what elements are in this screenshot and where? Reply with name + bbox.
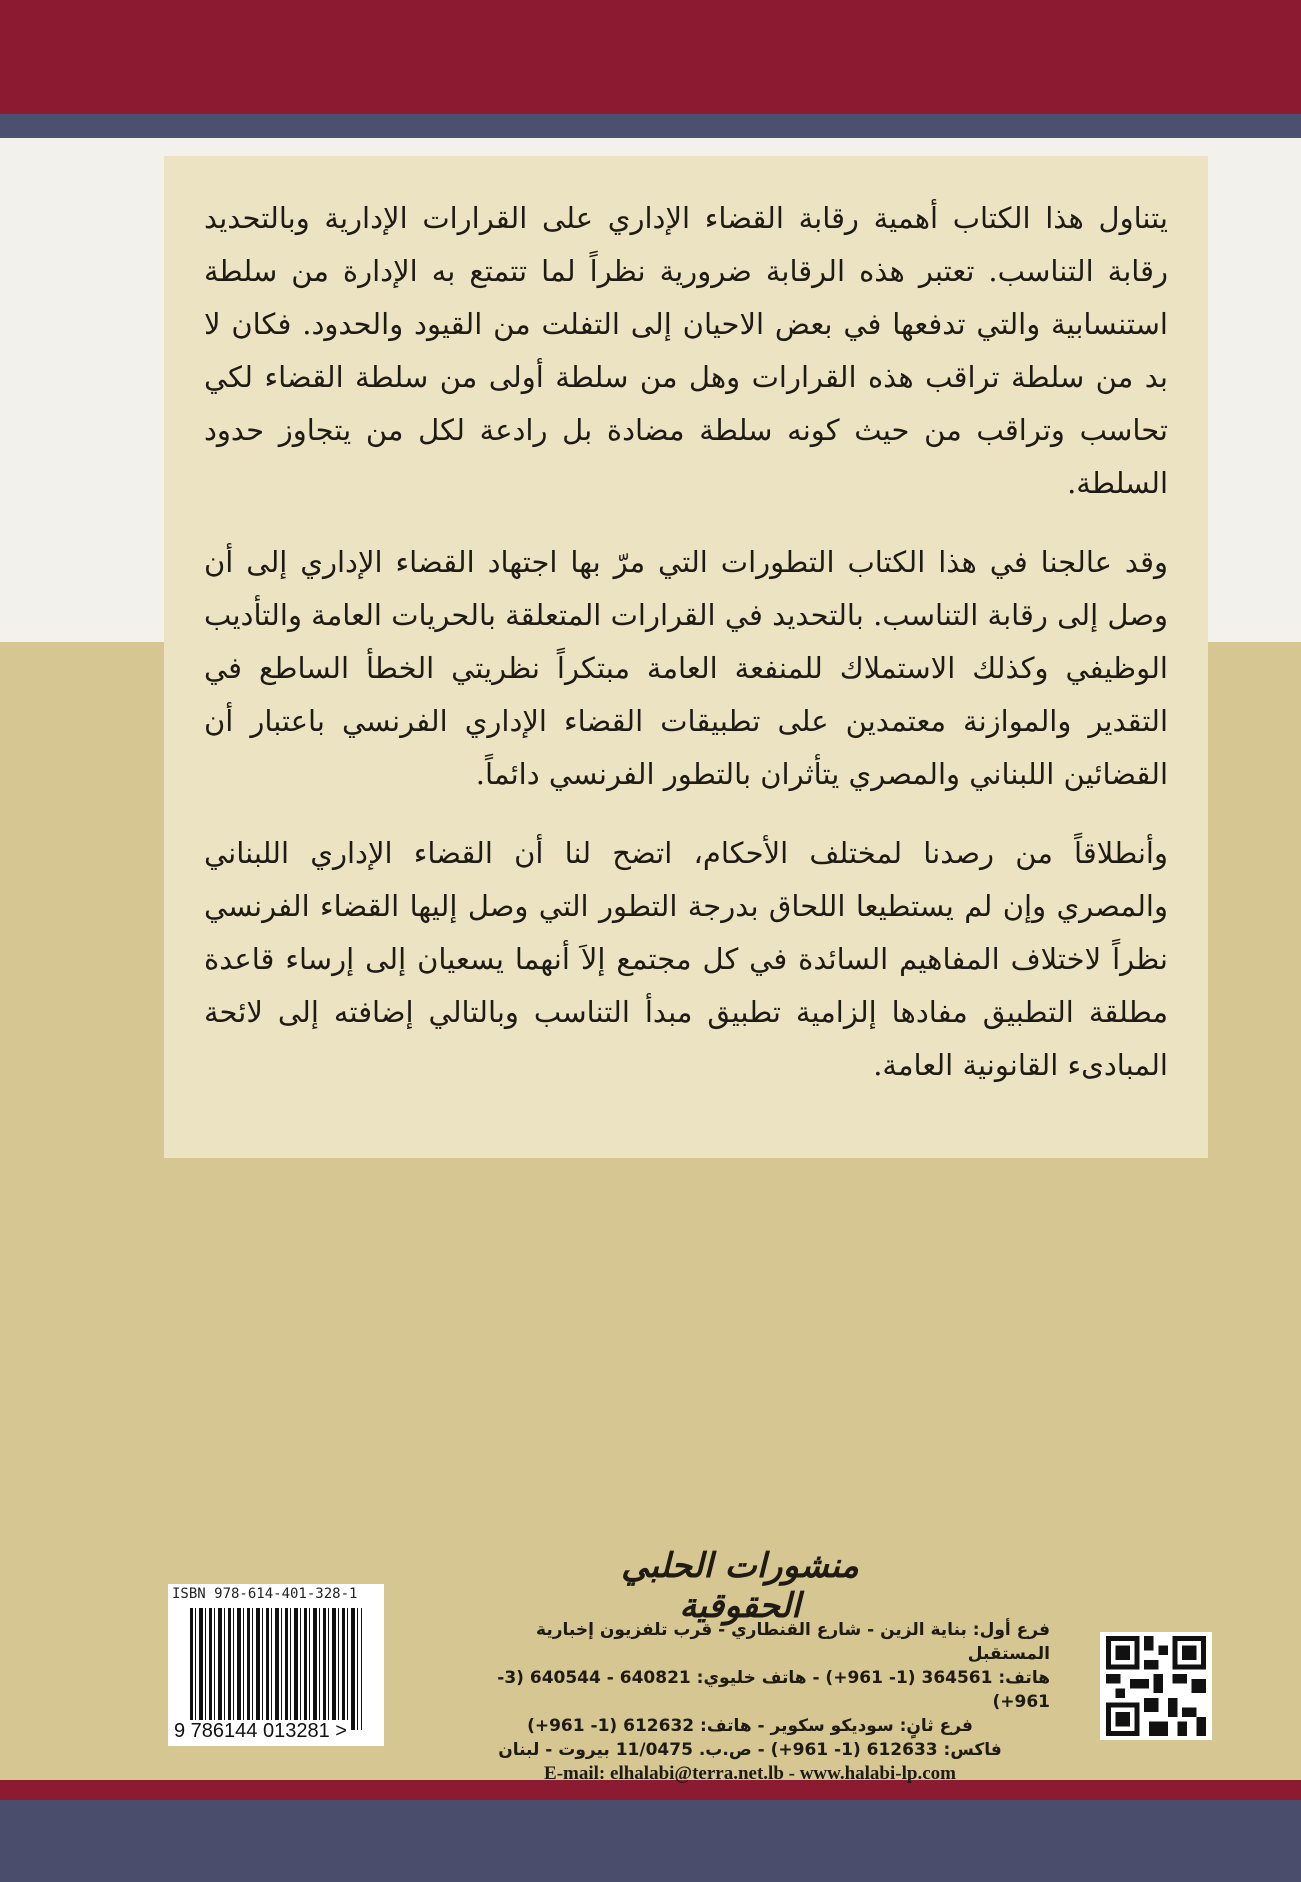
qr-code-icon: [1100, 1632, 1212, 1740]
barcode-bars: [190, 1608, 362, 1730]
contact-phones-1: هاتف: 364561 (1- 961+) - هاتف خليوي: 640821 - 640544 (3- 961+): [497, 1668, 1050, 1712]
contact-branch-1: فرع أول: بناية الزين - شارع القنطاري - قرب تلفزيون إخبارية المستقبل: [536, 1620, 1050, 1664]
contact-branch-2: فرع ثانٍ: سوديكو سكوير - هاتف: 612632 (1- 961+): [527, 1716, 973, 1736]
top-red-band: [0, 0, 1301, 114]
isbn-barcode: [168, 1584, 384, 1746]
isbn-text: ISBN 978-614-401-328-1: [172, 1586, 358, 1602]
ean-text: 9 786144 013281 >: [174, 1720, 347, 1742]
ean-number: [172, 1720, 380, 1743]
publisher-contact: [450, 1618, 1050, 1786]
blurb-paragraph-2: وقد عالجنا في هذا الكتاب التطورات التي مرّ بها اجتهاد القضاء الإداري إلى أن وصل إلى رقابة التناسب. بالتحديد في القرارات المتعلقة بالحريات العامة والتأديب الوظيفي وكذلك الاستملاك للمنفعة العامة مبتكراً نظريتي الخطأ الساطع في التقدير والموازنة معتمدين على تطبيقات القضاء الإداري الفرنسي باعتبار أن القضائين اللبناني والمصري يتأثران بالتطور الفرنسي دائماً.: [204, 545, 1168, 791]
publisher-logo: منشورات الحلبي الحقوقية: [621, 1546, 859, 1626]
contact-fax: فاكس: 612633 (1- 961+) - ص.ب. 11/0475 بيروت - لبنان: [498, 1740, 1002, 1760]
blurb-panel: [164, 156, 1208, 1158]
contact-email-web: E-mail: elhalabi@terra.net.lb - www.halabi-lp.com: [544, 1763, 956, 1784]
top-navy-stripe: [0, 114, 1301, 138]
bottom-navy-band: [0, 1800, 1301, 1882]
blurb-paragraph-3: وأنطلاقاً من رصدنا لمختلف الأحكام، اتضح لنا أن القضاء الإداري اللبناني والمصري وإن لم يستطيعا اللحاق بدرجة التطور التي وصل إليها القضاء الفرنسي نظراً لاختلاف المفاهيم السائدة في كل مجتمع إلاَ أنهما يسعيان إلى إرساء قاعدة مطلقة التطبيق مفادها إلزامية تطبيق مبدأ التناسب وبالتالي إضافته إلى لائحة المبادىء القانونية العامة.: [204, 836, 1168, 1082]
blurb-paragraph-1: يتناول هذا الكتاب أهمية رقابة القضاء الإداري على القرارات الإدارية وبالتحديد رقابة التناسب. تعتبر هذه الرقابة ضرورية نظراً لما تتمتع به الإدارة من سلطة استنسابية والتي تدفعها في بعض الاحيان إلى التفلت من القيود والحدود. فكان لا بد من سلطة تراقب هذه القرارات وهل من سلطة أولى من سلطة القضاء لكي تحاسب وتراقب من حيث كونه سلطة مضادة بل رادعة لكل من يتجاوز حدود السلطة.: [204, 201, 1168, 500]
